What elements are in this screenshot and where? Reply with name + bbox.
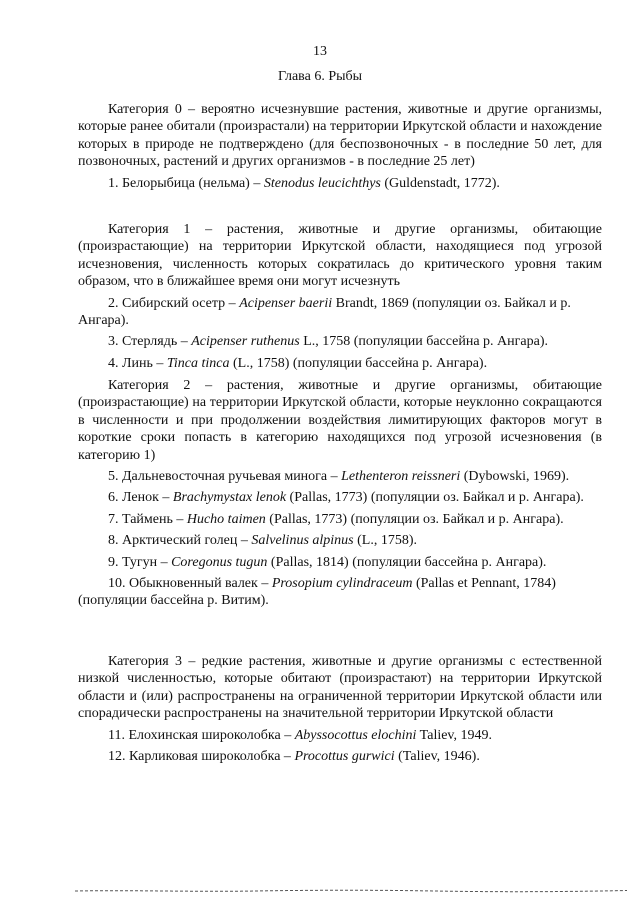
latin-name: Salvelinus alpinus <box>251 533 354 549</box>
latin-name: Abyssocottus elochini <box>294 727 417 743</box>
latin-name: Prosopium cylindraceum <box>271 576 413 592</box>
latin-name: Brachymystax lenok <box>172 490 287 506</box>
category-description: Категория 3 – редкие растения, животные и другие организмы с естественной низкой численностью, которые обитают (произрастают) на территории Иркутской области и (или) распространены на ограниченной территории Иркутской области или спорадически распространены на значительной территории Иркутской области <box>78 654 602 722</box>
species-item: 6. Ленок – Brachymystax lenok (Pallas, 1773) (популяции оз. Байкал и р. Ангара). <box>108 490 584 506</box>
page-number: 13 <box>313 44 327 59</box>
scan-artifact-line <box>75 889 627 893</box>
latin-name: Tinca tinca <box>166 355 230 371</box>
species-item: 3. Стерлядь – Acipenser ruthenus L., 1758 (популяции бассейна р. Ангара). <box>108 334 548 350</box>
species-item: 5. Дальневосточная ручьевая минога – Lethenteron reissneri (Dybowski, 1969). <box>108 469 570 485</box>
category-description: Категория 0 – вероятно исчезнувшие растения, животные и другие организмы, которые ранее обитали (произрастали) на территории Иркутской области и нахождение которых в природе не подтверждено (для беспозвоночных - в последние 50 лет, для позвоночных, растений и других организмов - в последние 25 лет) <box>78 102 602 170</box>
latin-name: Coregonus tugun <box>171 554 268 570</box>
species-item: 11. Елохинская широколобка – Abyssocottus elochini Taliev, 1949. <box>108 727 493 743</box>
species-item: 4. Линь – Tinca tinca (L., 1758) (популяции бассейна р. Ангара). <box>108 355 488 371</box>
category-3-section <box>78 653 602 765</box>
category-description: Категория 2 – растения, животные и другие организмы, обитающие (произрастающие) на территории Иркутской области, которые неуклонно сокращаются в численности и при продолжении воздействия лимитирующих факторов могут в короткие сроки попасть в категорию находящихся под угрозой исчезновения (в категорию 1) <box>78 378 602 463</box>
category-description: Категория 1 – растения, животные и другие организмы, обитающие (произрастающие) на территории Иркутской области, находящиеся под угрозой исчезновения, численность которых сократилась до критического уровня таким образом, что в ближайшее время они могут исчезнуть <box>78 222 602 290</box>
latin-name: Lethenteron reissneri <box>341 469 461 485</box>
species-item: 9. Тугун – Coregonus tugun (Pallas, 1814) (популяции бассейна р. Ангара). <box>108 554 547 570</box>
category-1-section <box>78 221 602 372</box>
species-item: 12. Карликовая широколобка – Procottus gurwici (Taliev, 1946). <box>108 749 480 765</box>
latin-name: Hucho taimen <box>186 511 266 527</box>
latin-name: Stenodus leucichthys <box>263 175 381 191</box>
latin-name: Acipenser ruthenus <box>191 334 300 350</box>
species-item: 7. Таймень – Hucho taimen (Pallas, 1773) (популяции оз. Байкал и р. Ангара). <box>108 511 564 527</box>
species-item: 1. Белорыбица (нельма) – Stenodus leucichthys (Guldenstadt, 1772). <box>108 175 500 191</box>
chapter-title: Глава 6. Рыбы <box>277 69 363 84</box>
species-item: 10. Обыкновенный валек – Prosopium cylindraceum (Pallas et Pennant, 1784) (популяции бассейна р. Витим). <box>78 576 556 609</box>
category-2-section <box>78 377 602 610</box>
species-item: 8. Арктический голец – Salvelinus alpinus (L., 1758). <box>108 533 418 549</box>
latin-name: Procottus gurwici <box>294 749 395 765</box>
species-item: 2. Сибирский осетр – Acipenser baerii Brandt, 1869 (популяции оз. Байкал и р. Ангара). <box>78 295 571 329</box>
category-0-section <box>78 101 602 192</box>
latin-name: Acipenser baerii <box>239 295 333 311</box>
